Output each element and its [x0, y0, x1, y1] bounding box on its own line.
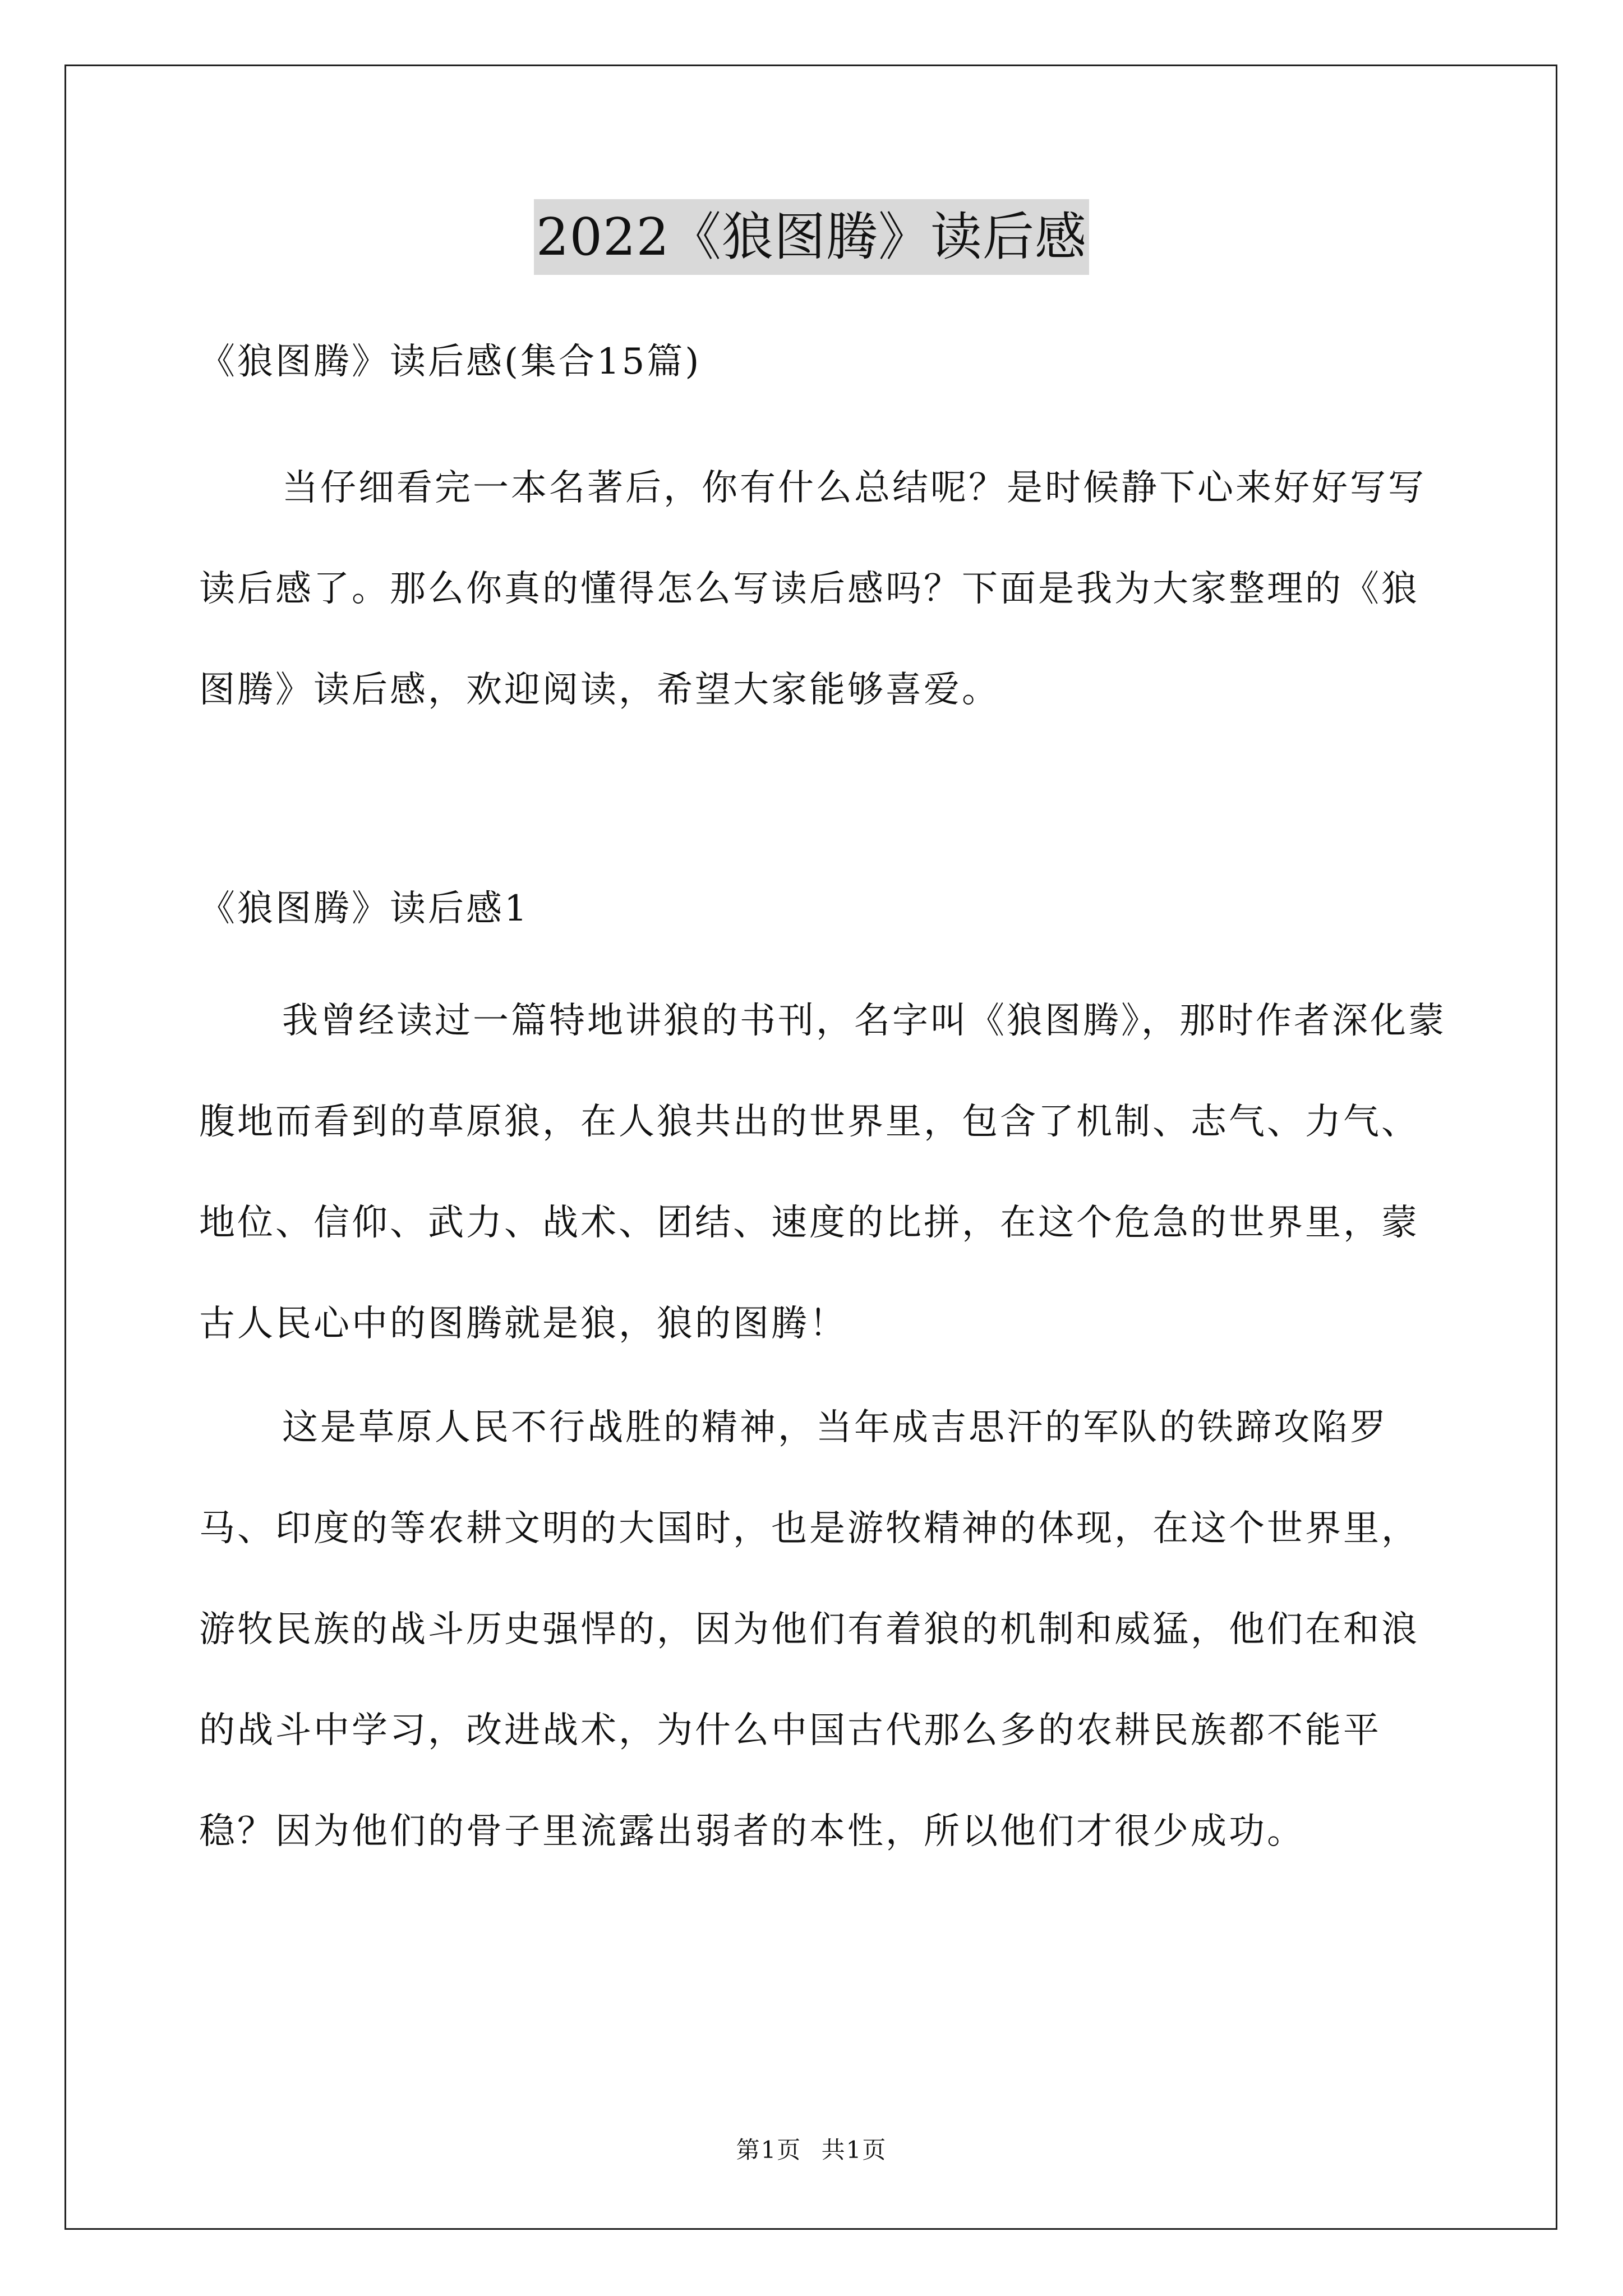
page-total: 共1页 [821, 2136, 887, 2164]
page-number: 第1页 [736, 2136, 802, 2164]
body-paragraph-2: 这是草原人民不行战胜的精神，当年成吉思汗的军队的铁蹄攻陷罗马、印度的等农耕文明的大国时，也是游牧精神的体现，在这个世界里，游牧民族的战斗历史强悍的，因为他们有着狼的机制和威猛，他们在和浪的战斗中学习，改进战术，为什么中国古代那么多的农耕民族都不能平稳？因为他们的骨子里流露出弱者的本性，所以他们才很少成功。 [199, 1407, 1419, 1852]
page-footer [0, 2132, 1623, 2165]
section-heading: 《狼图腾》读后感1 [199, 888, 529, 930]
body-paragraph-1: 我曾经读过一篇特地讲狼的书刊，名字叫《狼图腾》，那时作者深化蒙腹地而看到的草原狼，在人狼共出的世界里，包含了机制、志气、力气、地位、信仰、武力、战术、团结、速度的比拼，在这个危急的世界里，蒙古人民心中的图腾就是狼，狼的图腾！ [199, 1000, 1446, 1345]
document-subtitle: 《狼图腾》读后感(集合15篇) [199, 341, 702, 383]
title-container [0, 199, 1623, 275]
intro-paragraph: 当仔细看完一本名著后，你有什么总结呢？是时候静下心来好好写写读后感了。那么你真的懂得怎么写读后感吗？下面是我为大家整理的《狼图腾》读后感，欢迎阅读，希望大家能够喜爱。 [199, 467, 1426, 711]
document-title: 2022《狼图腾》读后感 [534, 199, 1089, 275]
